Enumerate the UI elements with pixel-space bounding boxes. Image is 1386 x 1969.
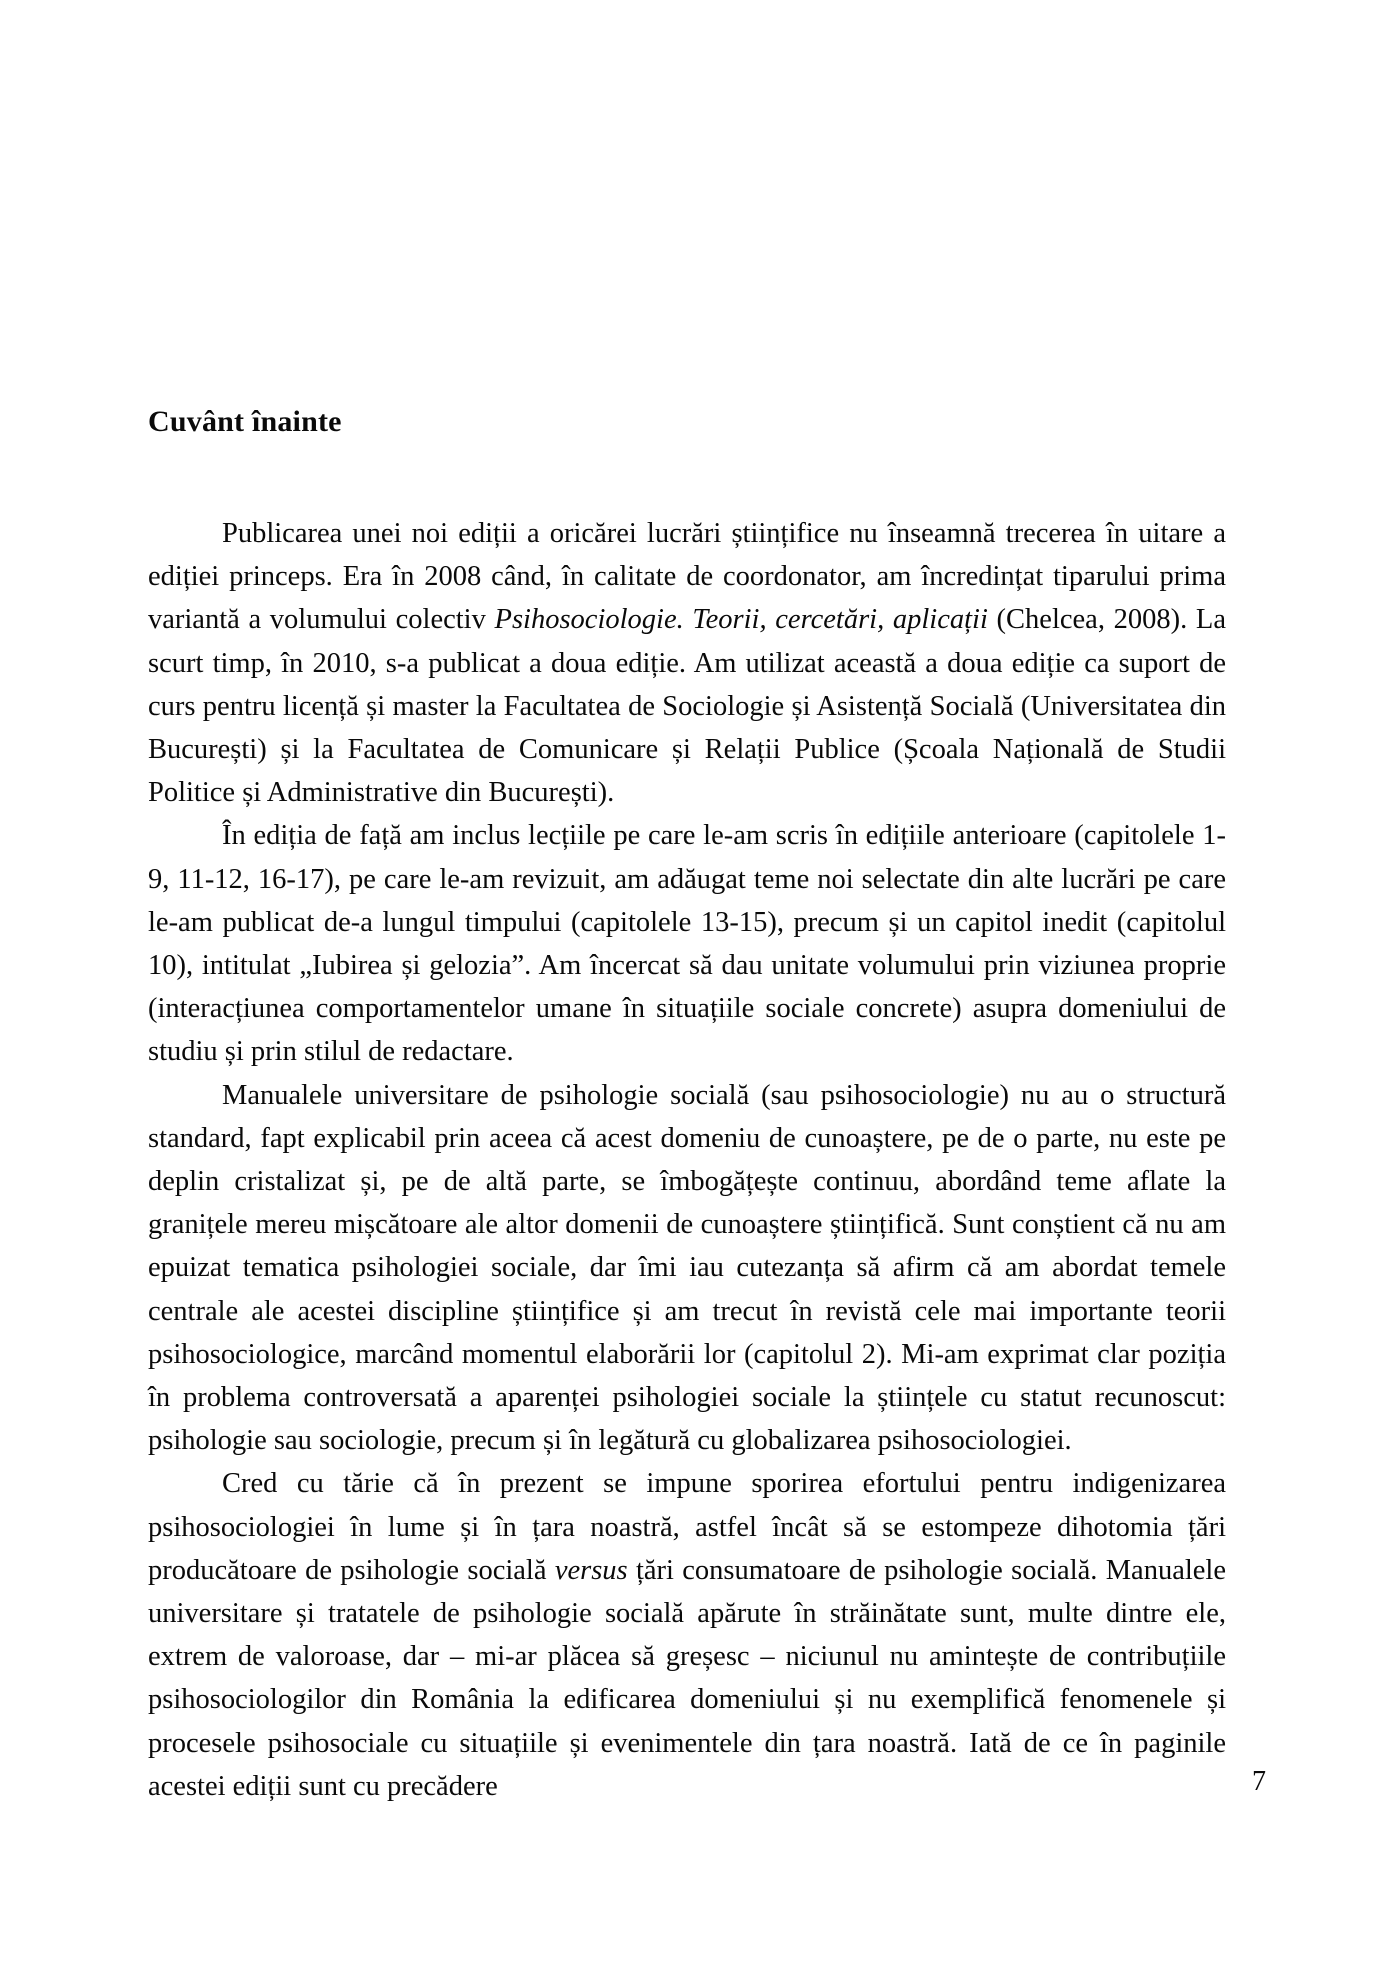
page-number: 7 bbox=[1252, 1766, 1266, 1797]
paragraph bbox=[148, 814, 1226, 1073]
body-text: (Chelcea, 2008). La scurt timp, în 2010, s-a publicat a doua ediție. Am utilizat această a doua ediție ca suport de curs pentru licență și master la Facultatea de Sociologie și Asistență Socială (Universitatea din București) și la Facultatea de Comunicare și Relații Publice (Școala Națională de Studii Politice și Administrative din București). bbox=[148, 604, 1226, 809]
page-title: Cuvânt înainte bbox=[148, 405, 342, 438]
body-text: Cred cu tărie că în prezent se impune sporirea efortului pentru indigenizarea psihosociologiei în lume și în țara noastră, astfel încât să se estompeze dihotomia țări producătoare de psihologie socială bbox=[148, 1468, 1226, 1586]
body-text-block bbox=[148, 512, 1226, 1808]
body-text: Publicarea unei noi ediții a oricărei lucrări științifice nu înseamnă trecerea în uitare a ediției princeps. Era în 2008 când, în calitate de coordonator, am încredințat tiparului prima variantă a volumului colectiv bbox=[148, 518, 1226, 636]
body-text: țări consumatoare de psihologie socială. Manualele universitare și tratatele de psihologie socială apărute în străinătate sunt, multe dintre ele, extrem de valoroase, dar – mi-ar plăcea să greșesc – niciunul nu amintește de contribuțiile psihosociologilor din România la edificarea domeniului și nu exemplifică fenomenele și procesele psihosociale cu situațiile și evenimentele din țara noastră. Iată de ce în paginile acestei ediții sunt cu precădere bbox=[148, 1554, 1226, 1802]
body-text: Manualele universitare de psihologie socială (sau psihosociologie) nu au o structură standard, fapt explicabil prin aceea că acest domeniu de cunoaștere, pe de o parte, nu este pe deplin cristalizat și, pe de altă parte, se îmbogățește continuu, abordând teme aflate la granițele mereu mișcătoare ale altor domenii de cunoaștere științifică. Sunt conștient că nu am epuizat tematica psihologiei sociale, dar îmi iau cutezanța să afirm că am abordat temele centrale ale acestei discipline științifice și am trecut în revistă cele mai importante teorii psihosociologice, marcând momentul elaborării lor (capitolul 2). Mi-am exprimat clar poziția în problema controversată a aparenței psihologiei sociale la științele cu statut recunoscut: psihologie sau sociologie, precum și în legătură cu globalizarea psihosociologiei. bbox=[148, 1079, 1226, 1457]
page-content bbox=[148, 404, 1226, 1808]
paragraph bbox=[148, 1074, 1226, 1463]
paragraph bbox=[148, 1462, 1226, 1808]
paragraph bbox=[148, 512, 1226, 814]
emphasis-text: versus bbox=[554, 1554, 628, 1586]
emphasis-text: Psihosociologie. Teorii, cercetări, aplicații bbox=[494, 604, 988, 636]
body-text: În ediția de față am inclus lecțiile pe care le-am scris în edițiile anterioare (capitolele 1-9, 11-12, 16-17), pe care le-am revizuit, am adăugat teme noi selectate din alte lucrări pe care le-am publicat de-a lungul timpului (capitolele 13-15), precum și un capitol inedit (capitolul 10), intitulat „Iubirea și gelozia”. Am încercat să dau unitate volumului prin viziunea proprie (interacțiunea comportamentelor umane în situațiile sociale concrete) asupra domeniului de studiu și prin stilul de redactare. bbox=[148, 820, 1226, 1068]
